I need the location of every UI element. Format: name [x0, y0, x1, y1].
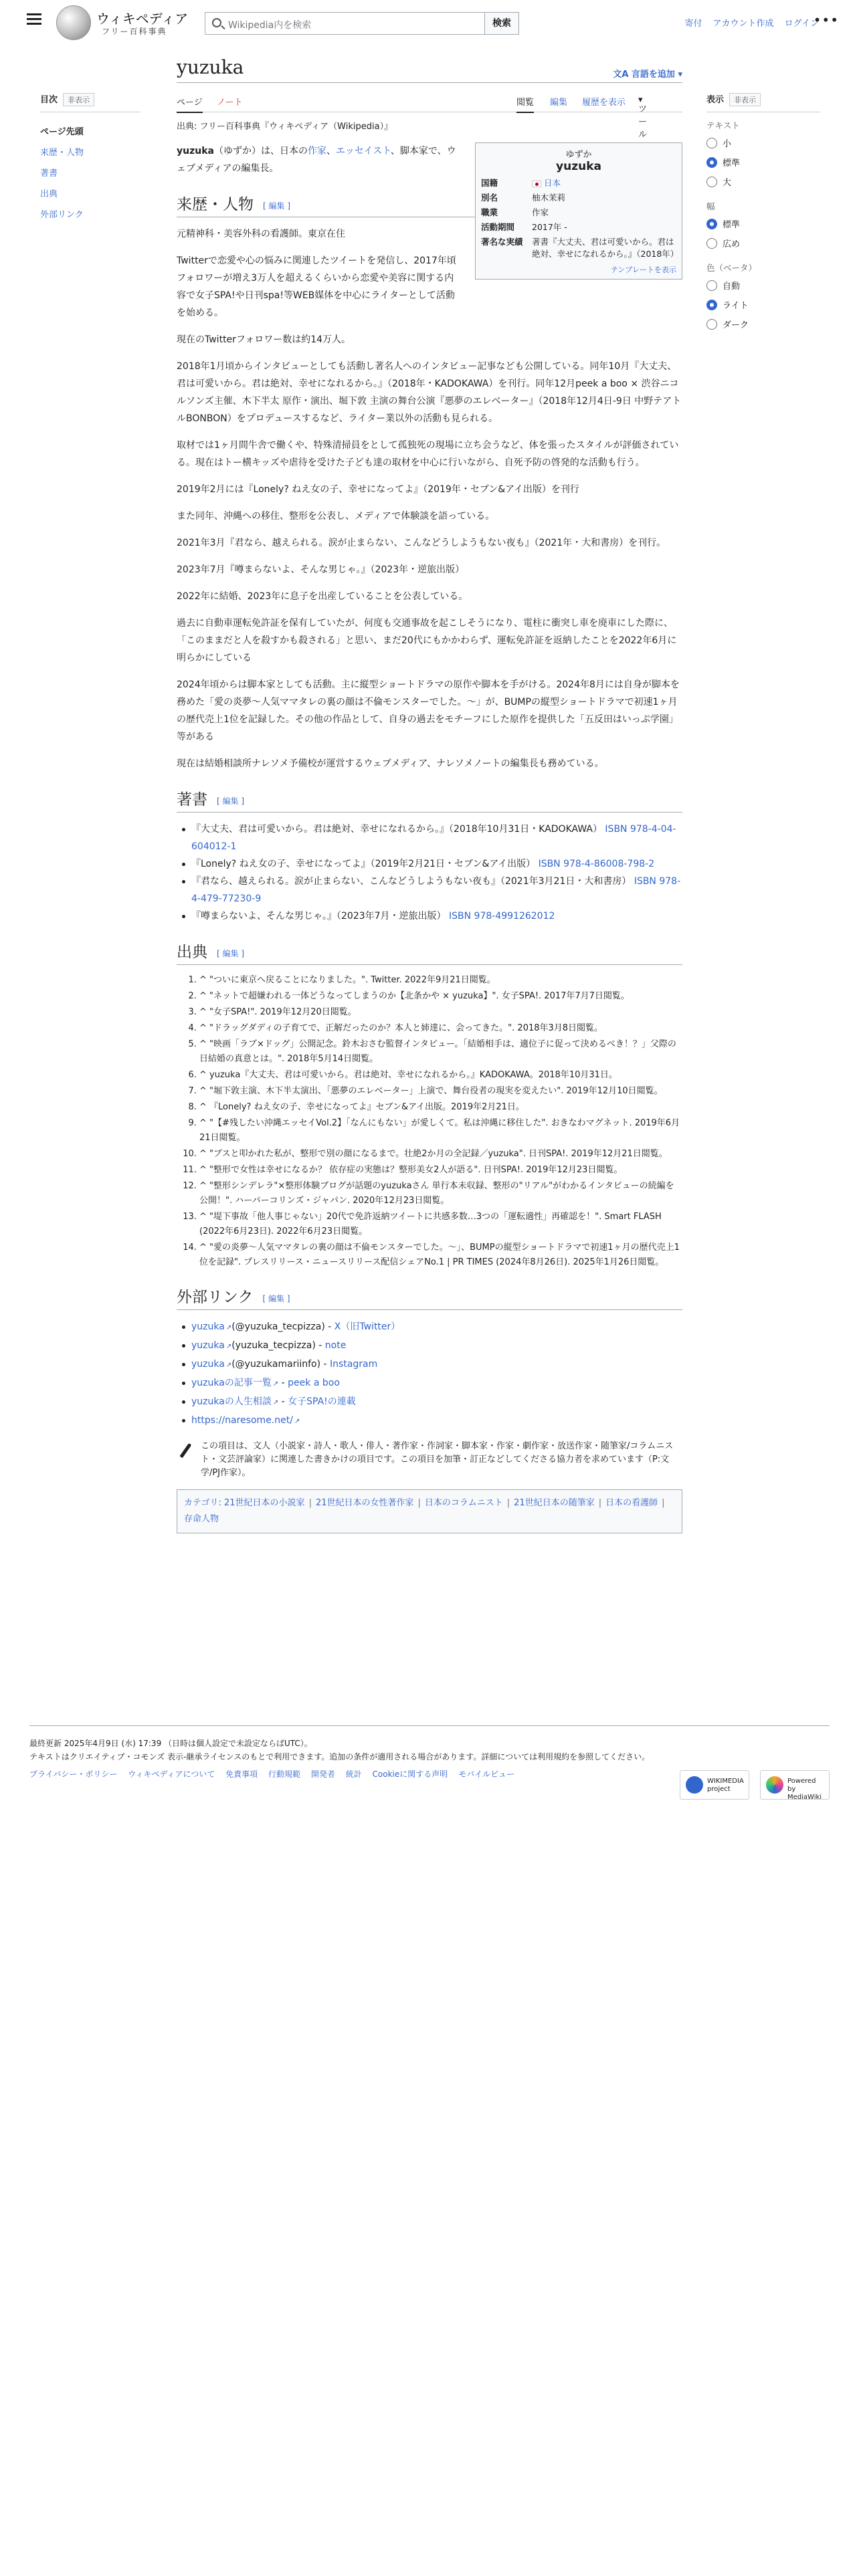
color-label: 色（ベータ）	[706, 263, 757, 273]
category-link[interactable]: 21世紀日本の小説家	[224, 1498, 305, 1508]
color-auto-radio[interactable]: 自動	[706, 279, 820, 292]
mediawiki-badge[interactable]: Powered by MediaWiki	[760, 1770, 830, 1800]
external-link-site[interactable]: peek a boo	[288, 1378, 340, 1388]
reference-item	[199, 1179, 682, 1208]
bio-paragraph: Twitterで恋愛や心の悩みに関連したツイートを発信し、2017年頃フォロワーが増え3万人を超えるくらいから恋愛や美容に関する内容で女子SPA!や日刊spa!等WEB媒体を中心にライターとして活動を始める。	[177, 255, 456, 318]
reference-item	[199, 1021, 682, 1036]
bio-paragraph: 現在のTwitterフォロワー数は約14万人。	[177, 334, 351, 345]
infobox	[475, 142, 682, 280]
reference-text: ^ "整形で女性は幸せになるか？ 依存症の実態は？整形美女2人が語る". 日刊SPA!. 2019年12月23日閲覧。	[199, 1165, 623, 1175]
section-heading-bio: 来歴・人物[ 編集 ]	[177, 192, 682, 217]
bio-paragraph: 現在は結婚相談所ナレソメ予備校が運営するウェブメディア、ナレソメノートの編集長も務めている。	[177, 758, 604, 769]
tab-page[interactable]: ページ	[177, 95, 203, 113]
infobox-row: 活動期間 2017年 -	[481, 222, 567, 232]
toc-item-ext[interactable]: 外部リンク	[40, 210, 84, 220]
add-language-button[interactable]: 文A 言語を追加 ▾	[613, 70, 682, 80]
external-link-item	[191, 1337, 682, 1356]
external-link-item	[191, 1318, 682, 1337]
color-light-radio[interactable]: ライト	[706, 298, 820, 311]
reference-item	[199, 1005, 682, 1020]
table-of-contents	[40, 92, 140, 224]
book-item	[191, 821, 682, 855]
appearance-hide-button[interactable]: 非表示	[729, 93, 761, 106]
external-link-desc: (yuzuka_tecpizza) -	[231, 1340, 325, 1351]
site-title[interactable]: ウィキペディア	[96, 11, 189, 27]
external-link[interactable]: yuzukaの記事一覧 ↗	[191, 1378, 278, 1388]
wikimedia-badge[interactable]: WIKIMEDIA project	[680, 1770, 749, 1800]
footer-link[interactable]: 統計	[345, 1769, 362, 1779]
site-header	[0, 0, 859, 47]
toc-hide-button[interactable]: 非表示	[63, 93, 94, 106]
bio-paragraph: 2024年頃からは脚本家としても活動。主に縦型ショートドラマの原作や脚本を手がける。2024年8月には自身が脚本を務めた「愛の炎夢〜人気ママタレの裏の顔は不倫モンスターでした。〜」が、BUMPの縦型ショートドラマで初速1ヶ月の歴代売上1位を記録した。その他の作品として、自身の過去をモチーフにした原作を提供した「五反田はいっぷ学園」等がある	[177, 679, 680, 742]
isbn-link[interactable]: ISBN 978-4-479-77230-9	[191, 876, 681, 904]
category-link[interactable]: 21世紀日本の随筆家	[514, 1498, 595, 1508]
bio-paragraphs	[177, 225, 682, 772]
edit-section-link[interactable]: [ 編集 ]	[263, 201, 290, 211]
reference-text: ^ "愛の炎夢〜人気ママタレの裏の顔は不倫モンスターでした。〜」、BUMPの縦型ショートドラマで初速1ヶ月の歴代売上1位を記録". プレスリリース・ニュースリリース配信シェアNo.1 | PR TIMES (2024年8月26日). 2025年1月26日閲覧。	[199, 1243, 680, 1267]
section-heading-ext: 外部リンク[ 編集 ]	[177, 1285, 682, 1310]
login-link[interactable]: ログイン	[784, 19, 819, 29]
section-heading-refs: 出典[ 編集 ]	[177, 940, 682, 965]
category-separator: |	[417, 1498, 421, 1508]
language-icon: 文A	[613, 70, 632, 80]
bio-paragraph: 2022年に結婚、2023年に息子を出産していることを公表している。	[177, 591, 468, 602]
width-wide-radio[interactable]: 広め	[706, 237, 820, 249]
reference-item	[199, 1100, 682, 1115]
reference-text: ^ yuzuka『大丈夫、君は可愛いから。君は絶対、幸せになれるから。』KADOKAWA。2018年10月31日。	[199, 1070, 617, 1080]
isbn-link[interactable]: ISBN 978-4-04-604012-1	[191, 824, 676, 852]
reference-item	[199, 989, 682, 1004]
reference-item	[199, 1241, 682, 1270]
bio-paragraph: 元精神科・美容外科の看護師。東京在住	[177, 229, 345, 239]
book-title: 『噂まらないよ、そんな男じゃ。』（2023年7月・逆旅出版）	[191, 911, 446, 922]
footer-link[interactable]: Cookieに関する声明	[372, 1769, 448, 1779]
external-link-desc: (@yuzuka_tecpizza) -	[231, 1321, 335, 1332]
footer-link[interactable]: プライバシー・ポリシー	[29, 1769, 118, 1779]
bio-paragraph: 2019年2月には『Lonely? ねえ女の子、幸せになってよ』（2019年・セブン&アイ出版）を刊行	[177, 484, 579, 495]
section-heading-books: 著書[ 編集 ]	[177, 787, 682, 813]
toc-item-refs[interactable]: 出典	[40, 189, 58, 199]
article-content	[177, 56, 682, 1533]
infobox-kana: ゆずか	[565, 150, 592, 160]
edit-section-link[interactable]: [ 編集 ]	[263, 1294, 290, 1303]
reference-item	[199, 1210, 682, 1239]
search-button[interactable]: 検索	[484, 12, 519, 35]
tab-edit[interactable]: 編集	[550, 98, 568, 108]
reference-text: ^ "映画「ラブ×ドッグ」公開記念。鈴木おさむ監督インタビュー。「結婚相手は、適位子に促って決めるべき！？」父際の日結婚の真意とは。". 2018年5月14日閲覧。	[199, 1039, 676, 1064]
external-link[interactable]: https://naresome.net/ ↗	[191, 1415, 300, 1426]
footer-link[interactable]: 開発者	[310, 1769, 335, 1779]
external-link-site[interactable]: X（旧Twitter）	[334, 1321, 401, 1332]
reference-item	[199, 1147, 682, 1162]
category-link[interactable]: 存命人物	[184, 1514, 219, 1524]
bio-paragraph: 2018年1月頃からインタビューとしても活動し著名人へのインタビュー記事なども公開している。同年10月『大丈夫、君は可愛いから。君は絶対、幸せになれるから。』（2018年・KADOKAWA）を刊行。同年12月peek a boo × 渋谷ニコルソンズ主催、木下半太 原作・演出、堀下敦 主演の舞台公演『悪夢のエレベーター』（2018年12月4日-9日 中野テアトルBONBON）をプロデュースするなど、ライター業以外の活動も見られる。	[177, 361, 682, 424]
toc-item-bio[interactable]: 来歴・人物	[40, 148, 84, 158]
book-title: 『君なら、越えられる。涙が止まらない、こんなどうしようもない夜も』（2021年3月21日・大和書房）	[191, 876, 632, 887]
infobox-row: 職業 作家	[481, 207, 549, 217]
reference-text: ^ "ついに東京へ戻ることになりました。". Twitter. 2022年9月21日閲覧。	[199, 975, 496, 985]
text-size-small-radio[interactable]: 小	[706, 136, 820, 149]
reference-text: ^ "堤下事故「他人事じゃない」20代で免許返納ツイートに共感多数…3つの「運転適性」再確認を！". Smart FLASH (2022年6月23日). 2022年6月23日閲覧。	[199, 1212, 662, 1237]
reference-item	[199, 1163, 682, 1178]
create-account-link[interactable]: アカウント作成	[712, 19, 774, 29]
book-item	[191, 907, 682, 925]
infobox-row: 別名 柚木茉莉	[481, 193, 566, 203]
reference-text: ^ "女子SPA!". 2019年12月20日閲覧。	[199, 1007, 357, 1017]
reference-item	[199, 1068, 682, 1083]
bio-paragraph: また同年、沖縄への移住、整形を公表し、メディアで体験談を語っている。	[177, 511, 495, 522]
category-box: カテゴリ: 21世紀日本の小説家 | 21世紀日本の女性著作家 | 日本のコラムニスト | 21世紀日本の随筆家 | 日本の看護師 |存命人物	[177, 1489, 682, 1533]
infobox-name: yuzuka	[556, 160, 601, 173]
last-modified: 最終更新 2025年4月9日 (水) 17:39 （日時は個人設定で未設定ならばUTC）。	[29, 1739, 312, 1748]
footer-link[interactable]: 行動規範	[268, 1769, 301, 1779]
reference-text: ^ "ネットで超嫌われる一体どうなってしまうのか【北条かや × yuzuka】". 女子SPA!. 2017年7月7日閲覧。	[199, 991, 630, 1001]
lead-paragraph: yuzuka（ゆずか）は、日本の作家、エッセイスト、脚本家で、ウェブメディアの編集長。	[177, 146, 456, 174]
wikipedia-globe-logo[interactable]	[56, 5, 91, 40]
toc-item-books[interactable]: 著書	[40, 169, 58, 179]
width-standard-radio[interactable]: 標準	[706, 217, 820, 230]
book-title: 『大丈夫、君は可愛いから。君は絶対、幸せになれるから。』（2018年10月31日・KADOKAWA）	[191, 824, 602, 835]
appearance-panel	[706, 92, 820, 337]
external-link[interactable]: yuzukaの人生相談 ↗	[191, 1396, 278, 1407]
main-menu-icon[interactable]	[27, 13, 41, 25]
category-separator: |	[662, 1498, 665, 1508]
page-footer	[29, 1725, 830, 1801]
bio-paragraph: 2023年7月『噂まらないよ、そんな男じゃ。』（2023年・逆旅出版）	[177, 564, 465, 575]
reference-item	[199, 1116, 682, 1146]
category-separator: |	[506, 1498, 510, 1508]
reference-text: ^ "ドラッグダディの子育てで、正解だったのか？本人と姉達に、会ってきた。". 2018年3月8日閲覧。	[199, 1023, 603, 1033]
site-subtitle: フリー百科事典	[102, 27, 167, 36]
edit-section-link[interactable]: [ 編集 ]	[217, 949, 244, 958]
books-list	[191, 821, 682, 925]
category-separator: |	[598, 1498, 602, 1508]
reference-item	[199, 1037, 682, 1067]
footer-link[interactable]: ウィキペディアについて	[128, 1769, 215, 1779]
tab-history[interactable]: 履歴を表示	[582, 98, 626, 108]
external-link-desc: -	[278, 1396, 288, 1407]
category-separator: |	[308, 1498, 312, 1508]
external-link-site[interactable]: note	[324, 1340, 347, 1351]
source-note: 出典: フリー百科事典『ウィキペディア（Wikipedia）』	[177, 122, 393, 132]
appearance-title: 表示	[706, 95, 725, 105]
more-options-icon[interactable]: •••	[813, 12, 839, 28]
external-link-site[interactable]: 女子SPA!の連載	[288, 1396, 356, 1407]
external-link-item	[191, 1374, 682, 1393]
stub-notice: この項目は、文人（小説家・詩人・歌人・俳人・著作家・作詞家・脚本家・作家・劇作家・放送作家・随筆家/コラムニスト・文芸評論家）に関連した書きかけの項目です。この項目を加筆・訂正などしてくださる協力者を求めています（P:文学/PJ作家）。	[177, 1440, 682, 1480]
color-dark-radio[interactable]: ダーク	[706, 318, 820, 330]
bio-paragraph: 取材では1ヶ月間牛舎で働くや、特殊清掃員をとして孤独死の現場に立ち会うなど、体を張ったスタイルが評価されている。現在はトー横キッズや虐待を受けた子ども達の取材を中心に行いながら、自死予防の啓発的な活動も行う。	[177, 440, 679, 468]
reference-text: ^ 『Lonely? ねえ女の子、幸せになってよ』セブン&アイ出版。2019年2月21日。	[199, 1102, 524, 1112]
bio-paragraph: 2021年3月『君なら、越えられる。涙が止まらない、こんなどうしようもない夜も』（2021年・大和書房）を刊行。	[177, 538, 666, 548]
text-size-standard-radio[interactable]: 標準	[706, 156, 820, 169]
external-link-item	[191, 1356, 682, 1374]
text-size-label: テキスト	[706, 120, 740, 130]
infobox-row: 国籍 日本	[481, 178, 561, 188]
japan-flag-icon	[532, 181, 541, 187]
external-link-item	[191, 1393, 682, 1412]
external-links-list	[191, 1318, 682, 1430]
bio-paragraph: 過去に自動車運転免許証を保有していたが、何度も交通事故を起こしそうになり、電柱に衝突し車を廃車にした際に、「このままだと人を殺すかも殺される」と思い、まだ20代にもかかわらず、運転免許証を返納したことを2022年6月に明らかにしている	[177, 618, 677, 663]
toc-title: 目次	[40, 95, 58, 105]
tab-read[interactable]: 閲覧	[516, 95, 534, 113]
category-link[interactable]: 21世紀日本の女性著作家	[315, 1498, 414, 1508]
reference-text: ^ "堀下敦主演、木下半太演出、「悪夢のエレベーター」上演で、舞台役者の現実を変えたい". 2019年12月10日閲覧。	[199, 1086, 663, 1096]
reference-text: ^ "ブスと叩かれた私が、整形で別の顔になるまで。壮絶2か月の全記録／yuzuka". 日刊SPA!. 2019年12月21日閲覧。	[199, 1149, 668, 1159]
category-link[interactable]: 日本の看護師	[605, 1498, 658, 1508]
template-link[interactable]: テンプレートを表示	[610, 265, 676, 274]
search-icon	[212, 18, 221, 27]
reference-text: ^ "【#残したい沖縄エッセイVol.2】「なんにもない」が愛しくて。私は沖縄に移住した". おきなわマグネット. 2019年6月21日閲覧。	[199, 1118, 680, 1143]
external-link[interactable]: yuzuka ↗	[191, 1340, 231, 1351]
personal-links	[676, 16, 819, 29]
book-title: 『Lonely? ねえ女の子、幸せになってよ』（2019年2月21日・セブン&アイ出版）	[191, 859, 536, 869]
page-title: yuzuka	[177, 56, 682, 83]
infobox-row: 著名な実績 著書『大丈夫、君は可愛いから。君は絶対、幸せになれるから。』（2018年）	[481, 237, 679, 259]
search-input[interactable]: Wikipedia内を検索	[228, 20, 312, 31]
toc-item-top[interactable]: ページ先頭	[40, 127, 84, 137]
external-link[interactable]: yuzuka ↗	[191, 1321, 231, 1332]
search-box[interactable]	[205, 12, 519, 35]
reference-text: ^ "整形シンデレラ"×整形体験ブログが話題のyuzukaさん 単行本未収録、整形の"リアル"がわかるインタビューの続編を公開！". ハーパーコリンズ・ジャパン. 2020年12月23日閲覧。	[199, 1181, 674, 1206]
category-link[interactable]: 日本のコラムニスト	[424, 1498, 503, 1508]
donate-link[interactable]: 寄付	[684, 19, 702, 29]
text-size-large-radio[interactable]: 大	[706, 175, 820, 188]
tab-talk[interactable]: ノート	[217, 98, 243, 108]
tools-menu[interactable]: ツール ▾	[638, 95, 648, 140]
isbn-link[interactable]: ISBN 978-4991262012	[449, 911, 555, 922]
book-item	[191, 855, 682, 873]
footer-link[interactable]: 免責事項	[225, 1769, 258, 1779]
external-link-item	[191, 1412, 682, 1430]
external-link-site[interactable]: Instagram	[330, 1359, 378, 1370]
references-list	[199, 973, 682, 1270]
external-link-desc: -	[278, 1378, 288, 1388]
reference-item	[199, 973, 682, 988]
reference-item	[199, 1084, 682, 1099]
book-item	[191, 873, 682, 907]
quill-pen-icon	[177, 1442, 194, 1460]
license-text: テキストはクリエイティブ・コモンズ 表示-継承ライセンスのもとで利用できます。追加の条件が適用される場合があります。詳細については利用規約を参照してください。	[29, 1752, 650, 1761]
width-label: 幅	[706, 201, 715, 211]
external-link-desc: (@yuzukamariinfo) -	[231, 1359, 330, 1370]
footer-link[interactable]: モバイルビュー	[458, 1769, 515, 1779]
external-link[interactable]: yuzuka ↗	[191, 1359, 231, 1370]
edit-section-link[interactable]: [ 編集 ]	[217, 796, 244, 806]
isbn-link[interactable]: ISBN 978-4-86008-798-2	[538, 859, 655, 869]
